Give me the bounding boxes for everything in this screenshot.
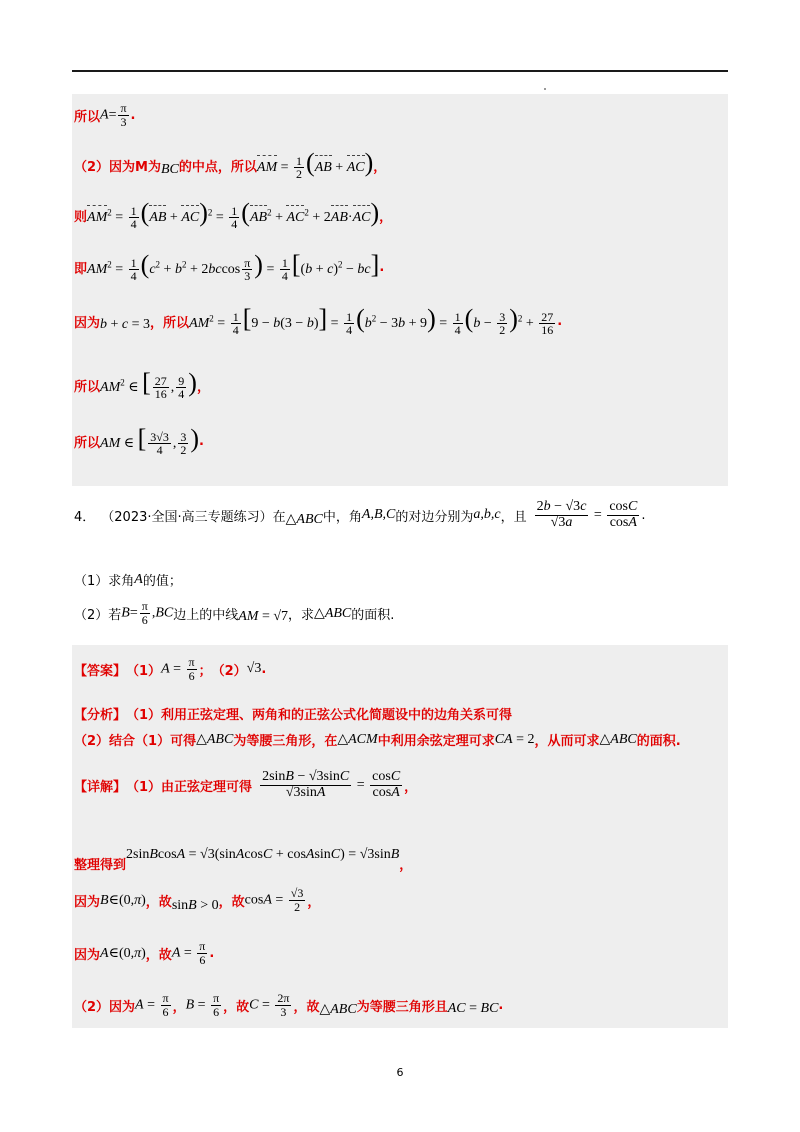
line-1: 所以 A= $\frac{\pi}{3}$ . bbox=[74, 101, 136, 129]
math-angles: A,B,C bbox=[361, 507, 396, 523]
math-answer-1: A = $\frac{\pi}{6}$ bbox=[161, 655, 195, 683]
page-number: 6 bbox=[396, 1066, 404, 1079]
line-7: 所以 AM ∈ [ $\frac{3√3}{4}$ , $\frac{3}{2}$ ) . bbox=[74, 424, 204, 458]
math-b-pi6: B= $\frac{\pi}{6}$ ,BC bbox=[121, 599, 174, 627]
math-a: A bbox=[134, 571, 143, 587]
line-3: 则 $AM^2$ = $\frac{1}{4}$ (AB + AC)$^2$ = $\frac{1}{4}$ $(AB^2 + AC^2 + 2AB\cdot AC)$ ， bbox=[74, 198, 393, 232]
math-sinb-positive: sinB > 0 bbox=[171, 898, 219, 913]
math-a-pi6: A = $\frac{\pi}{6}$ bbox=[135, 991, 169, 1019]
line-2: （2）因为M为 BC 的中点，所以 AM = $\frac{1}{2}$ (AB + AC) ， bbox=[74, 148, 387, 182]
math-c-2pi3: C = $\frac{2\pi}{3}$ bbox=[249, 991, 290, 1019]
math-tri-3: △ABC bbox=[319, 1001, 357, 1017]
math-am-sqrt7: AM = √7 bbox=[238, 609, 289, 625]
math-am-vector: AM = $\frac{1}{2}$ (AB + AC) bbox=[256, 148, 374, 182]
math-tri-1: △ABC bbox=[196, 732, 234, 747]
math-tri-acm: △ACM bbox=[337, 732, 378, 747]
math-triangle-abc: △ABC bbox=[285, 511, 323, 527]
question-4-part-2: （2）若 B= $\frac{\pi}{6}$ ,BC 边上的中线 AM = √7 ，求 △ABC 的面积. bbox=[74, 599, 395, 627]
math-range-squared: $AM^2$ ∈ [ $\frac{27}{16}$ , $\frac{9}{4}$ ) bbox=[100, 368, 197, 402]
detail-line-5: （2）因为 A = $\frac{\pi}{6}$ ， B = $\frac{\pi}{6}$ ，故 C = $\frac{2\pi}{3}$ ，故 △ABC 为等腰三角形且 AC = BC . bbox=[74, 991, 504, 1019]
line-6: 所以 $AM^2$ ∈ [ $\frac{27}{16}$ , $\frac{9}{4}$ ) ， bbox=[74, 368, 210, 402]
math-tri-2: △ABC bbox=[599, 732, 637, 747]
math-simplify: 2sinBcosA = √3(sinAcosC + cosAsinC) = √3sinB bbox=[126, 846, 400, 862]
math-expand: $AM^2$ = $\frac{1}{4}$ ($c^2 + b^2 + 2bccos$ $\frac{\pi}{3}$ ) = $\frac{1}{4}$ $[(b + c)^2 - bc]$ bbox=[87, 250, 380, 284]
line-5: 因为 b + c = 3 ，所以 $AM^2$ = $\frac{1}{4}$ [9 − b(3 − b)] = $\frac{1}{4}$ $(b^2 - 3b + 9)$ = $\frac{1}{4}$ (b − $\frac{3}{2}$ )$^2$ + $\frac{27}{16}$ . bbox=[74, 304, 563, 338]
line-4: 即 $AM^2$ = $\frac{1}{4}$ ($c^2 + b^2 + 2bccos$ $\frac{\pi}{3}$ ) = $\frac{1}{4}$ $[(b + c)^2 - bc]$ . bbox=[74, 250, 385, 284]
math-am-squared: $AM^2$ = $\frac{1}{4}$ (AB + AC)$^2$ = $\frac{1}{4}$ $(AB^2 + AC^2 + 2AB\cdot AC)$ bbox=[87, 198, 380, 232]
math-a-range: A∈(0,π) bbox=[100, 945, 146, 961]
math-sine-rule: $\frac{2\sin B - √3\sin C}{√3\sin A}$ = $\frac{\cos C}{\cos A}$ bbox=[262, 769, 401, 800]
question-4: 4． （2023·全国·高三专题练习）在 △ABC 中，角 A,B,C 的对边分别为 a,b,c ，且 $\frac{2b - √3c}{√3a}$ = $\frac{\cos C}{\cos A}$ . bbox=[74, 499, 646, 530]
detail-line-3: 因为 B∈(0,π) ，故 sinB > 0 ，故 cosA = $\frac{√3}{2}$ ， bbox=[74, 885, 321, 914]
math-triangle-abc-2: △ABC bbox=[314, 605, 352, 621]
analysis-line: 【分析】 （1）利用正弦定理、两角和的正弦公式化简题设中的边角关系可得 bbox=[74, 708, 513, 723]
stray-mark bbox=[544, 88, 546, 90]
detail-line-4: 因为 A∈(0,π) ，故 A = $\frac{\pi}{6}$ . bbox=[74, 939, 215, 967]
math-condition: $\frac{2b - √3c}{√3a}$ = $\frac{\cos C}{\cos A}$ bbox=[536, 499, 638, 530]
math-sides: a,b,c bbox=[473, 507, 501, 523]
math-ca-2: CA = 2 bbox=[494, 731, 535, 747]
detail-line: 【详解】 （1）由正弦定理可得 $\frac{2\sin B - √3\sin C}{√3\sin A}$ = $\frac{\cos C}{\cos A}$ ， bbox=[74, 769, 418, 800]
answer-line: 【答案】 （1） A = $\frac{\pi}{6}$ ； （2） √3 . bbox=[74, 655, 267, 683]
math-b-plus-c: b + c = 3 bbox=[100, 317, 151, 333]
math-cosa: cosA = $\frac{√3}{2}$ bbox=[244, 885, 304, 914]
math-b-pi6-2: B = $\frac{\pi}{6}$ bbox=[185, 991, 220, 1019]
math-ac-bc: AC = BC bbox=[447, 1001, 499, 1017]
question-4-part-1: （1）求角 A 的值； bbox=[74, 571, 182, 589]
math-range: AM ∈ [ $\frac{3√3}{4}$ , $\frac{3}{2}$ ) bbox=[100, 424, 200, 458]
math-quadratic: $AM^2$ = $\frac{1}{4}$ [9 − b(3 − b)] = $\frac{1}{4}$ $(b^2 - 3b + 9)$ = $\frac{1}{4}$ (b − $\frac{3}{2}$ )$^2$ + $\frac{27}{16}$ bbox=[189, 304, 554, 338]
math-answer-2: √3 bbox=[246, 661, 262, 677]
analysis-line-2: （2）结合（1）可得 △ABC 为等腰三角形，在 △ACM 中利用余弦定理可求 CA = 2 ，从而可求 △ABC 的面积. bbox=[74, 731, 681, 749]
header-rule bbox=[72, 70, 728, 72]
math-a-result: A = $\frac{\pi}{6}$ bbox=[171, 939, 206, 967]
math-bc: BC bbox=[160, 162, 179, 178]
detail-line-2: 整理得到 2sinBcosA = √3(sinAcosC + cosAsinC) = √3sinB ， bbox=[74, 846, 413, 873]
math-b-range: B∈(0,π) bbox=[100, 892, 146, 908]
math-a-eq-pi3: A= $\frac{\pi}{3}$ bbox=[100, 101, 127, 129]
